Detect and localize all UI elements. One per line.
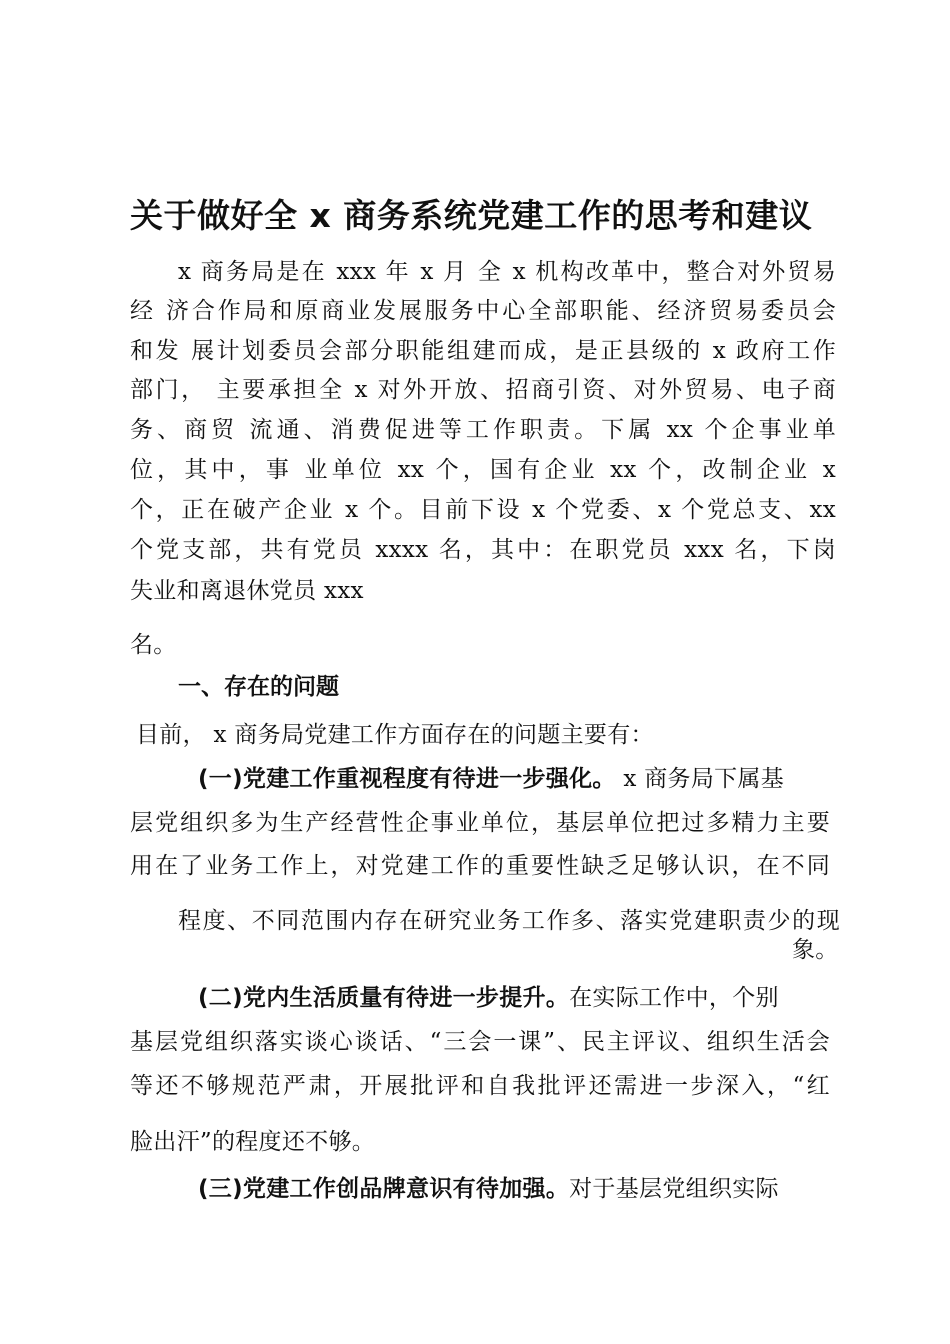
item-1-line-4: 程度、不同范围内存在研究业务工作多、落实党建职责少的现 (178, 908, 840, 934)
item-1-line-3: 用在了业务工作上，对党建工作的重要性缺乏足够认识，在不同 (130, 853, 830, 879)
section-intro: 目前， x 商务局党建工作方面存在的问题主要有： (136, 722, 654, 748)
item-2-lead-text: 在实际工作中，个别 (569, 985, 779, 1011)
item-2-line-4: 脸出汗”的程度还不够。 (130, 1129, 376, 1155)
intro-line-7: 个，正在破产企业 x 个。目前下设 x 个党委、x 个党总支、xx (130, 497, 836, 523)
item-1-first-line (198, 760, 784, 793)
intro-line-10: 名。 (130, 632, 177, 658)
section-heading-problems: 一、存在的问题 (178, 674, 339, 700)
intro-line-2: 经 济合作局和原商业发展服务中心全部职能、经济贸易委员会 (130, 298, 836, 324)
item-2-line-3: 等还不够规范严肃，开展批评和自我批评还需进一步深入，“红 (130, 1073, 830, 1099)
document-title: 关于做好全 x 商务系统党建工作的思考和建议 (130, 196, 813, 235)
item-1-line-2: 层党组织多为生产经营性企事业单位，基层单位把过多精力主要 (130, 810, 830, 836)
intro-line-6: 位，其中，事 业单位 xx 个，国有企业 xx 个，改制企业 x (130, 457, 836, 483)
item-2-first-line (198, 979, 779, 1012)
intro-line-3: 和发 展计划委员会部分职能组建而成，是正县级的 x 政府工作 (130, 338, 836, 364)
item-3-lead-text: 对于基层党组织实际 (569, 1176, 779, 1202)
item-1-heading: (一)党建工作重视程度有待进一步强化。 (198, 766, 616, 792)
item-1-line-5: 象。 (792, 937, 839, 963)
item-3-first-line (198, 1170, 779, 1203)
item-1-lead-text: x 商务局下属基 (615, 766, 785, 792)
item-2-line-2: 基层党组织落实谈心谈话、“三会一课”、民主评议、组织生活会 (130, 1029, 830, 1055)
intro-line-5: 务、商贸 流通、消费促进等工作职责。下属 xx 个企事业单 (130, 417, 836, 443)
intro-line-1: x 商务局是在 xxx 年 x 月 全 x 机构改革中，整合对外贸易 (178, 259, 836, 285)
item-2-heading: (二)党内生活质量有待进一步提升。 (198, 985, 570, 1011)
intro-line-9: 失业和离退休党员 xxx (130, 578, 364, 604)
item-3-heading: (三)党建工作创品牌意识有待加强。 (198, 1176, 570, 1202)
intro-line-4: 部门， 主要承担全 x 对外开放、招商引资、对外贸易、电子商 (130, 377, 836, 403)
intro-line-8: 个党支部，共有党员 xxxx 名，其中：在职党员 xxx 名，下岗 (130, 537, 836, 563)
